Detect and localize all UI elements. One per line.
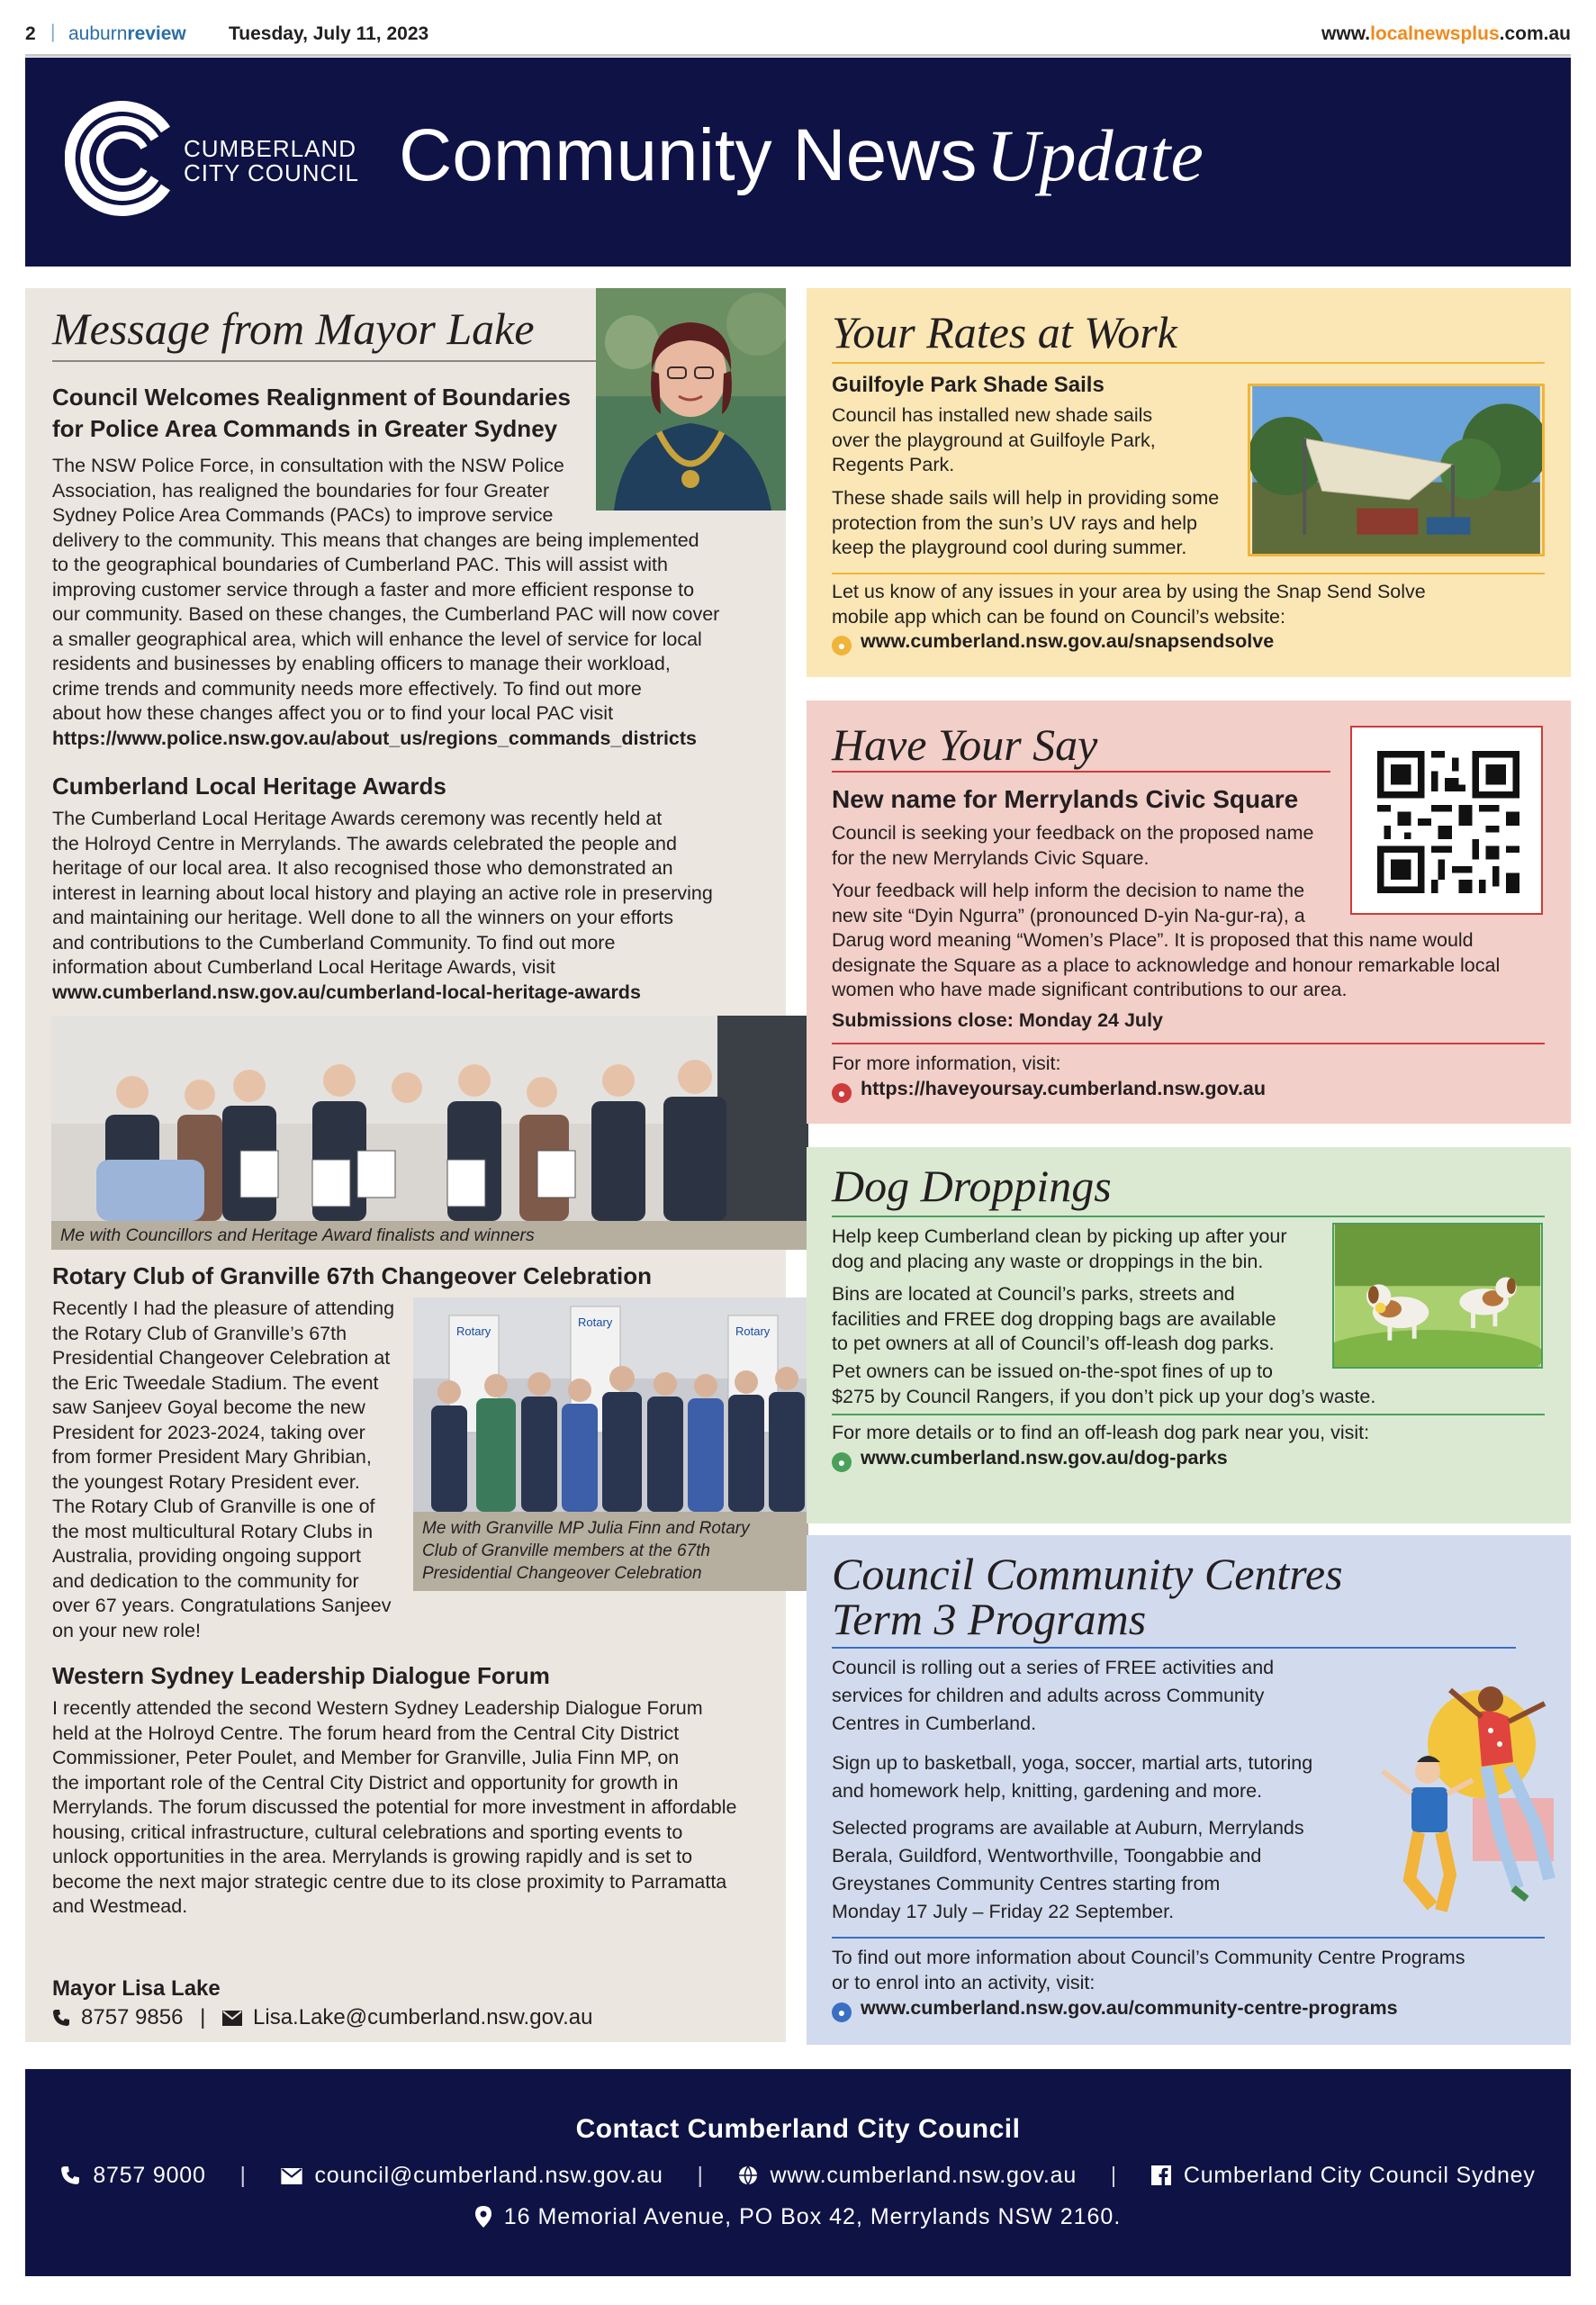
cc-title	[832, 1549, 1343, 1644]
say-heading: New name for Merrylands Civic Square	[832, 785, 1299, 813]
dog-title-rule	[832, 1216, 1545, 1217]
page-number: 2	[25, 23, 36, 44]
body-line: over the playground at Guilfoyle Park,	[832, 429, 1156, 451]
body-line: dog and placing any waste or droppings in the bin.	[832, 1250, 1264, 1272]
publication-name	[68, 23, 186, 45]
facebook-icon	[1151, 2163, 1171, 2189]
police-link[interactable]: https://www.police.nsw.gov.au/about_us/regions_commands_districts	[52, 727, 697, 749]
mayor-email[interactable]: Lisa.Lake@cumberland.nsw.gov.au	[253, 2005, 593, 2029]
cc-divider	[832, 1937, 1545, 1939]
rates-para2	[832, 486, 1264, 561]
qr-code-frame[interactable]	[1350, 726, 1543, 915]
body-line: Council has installed new shade sails	[832, 404, 1153, 426]
site-part3: .com.au	[1499, 23, 1571, 44]
footer-address: 16 Memorial Avenue, PO Box 42, Merrylands NSW 2160.	[503, 2204, 1122, 2229]
body-line: the most multicultural Rotary Clubs in	[52, 1520, 374, 1542]
globe-icon: ●	[832, 1452, 852, 1472]
say-title-rule	[832, 771, 1330, 773]
body-line: Sydney Police Area Commands (PACs) to improve service	[52, 504, 554, 526]
footer-phone[interactable]: 8757 9000	[93, 2163, 206, 2188]
header-rule	[25, 54, 1571, 57]
body-line: heritage of our local area. It also recognised those who demonstrated an	[52, 857, 673, 879]
jumping-people-illustration	[1365, 1663, 1564, 1933]
body-line: Australia, providing ongoing support	[52, 1545, 362, 1567]
submissions-close: Submissions close: Monday 24 July	[832, 1009, 1163, 1031]
have-your-say-link[interactable]	[832, 1077, 1266, 1103]
snap-send-solve-link[interactable]	[832, 629, 1274, 655]
body-line: Greystanes Community Centres starting from	[832, 1873, 1221, 1894]
body-line: and homework help, knitting, gardening and more.	[832, 1780, 1263, 1802]
title-rule	[52, 360, 596, 362]
body-line: Sign up to basketball, yoga, soccer, martial arts, tutoring	[832, 1752, 1313, 1774]
phone-icon	[60, 2163, 80, 2189]
say-divider	[832, 1043, 1545, 1044]
article-rotary-body	[52, 1297, 430, 1643]
body-line: The Rotary Club of Granville is one of	[52, 1496, 375, 1517]
mayor-section-title: Message from Mayor Lake	[52, 303, 535, 354]
rates-title: Your Rates at Work	[832, 307, 1177, 357]
body-line: Commissioner, Peter Poulet, and Member for Granville, Julia Finn MP, on	[52, 1747, 680, 1768]
body-line: mobile app which can be found on Council’s website:	[832, 605, 1285, 628]
body-line: crime trends and community needs more effectively. To find out more	[52, 677, 642, 700]
page-header-strip	[25, 20, 1571, 56]
body-line: become the next major strategic centre due to its close proximity to Parramatta	[52, 1870, 727, 1893]
body-line: the Holroyd Centre in Merrylands. The awards celebrated the people and	[52, 832, 677, 854]
body-line: and maintaining our heritage. Well done to all the winners on your efforts	[52, 907, 674, 928]
page-title-italic: Update	[986, 114, 1204, 196]
footer-divider: |	[1110, 2163, 1118, 2188]
body-line: Regents Park.	[832, 454, 955, 475]
body-line: new site “Dyin Ngurra” (pronounced D-yin Na-gur-ra), a	[832, 904, 1305, 927]
map-pin-icon	[475, 2204, 491, 2230]
dog-para1	[832, 1225, 1336, 1274]
cc-para2	[832, 1749, 1372, 1805]
shade-sails-photo	[1248, 384, 1545, 556]
body-line: Let us know of any issues in your area by using the Snap Send Solve	[832, 581, 1426, 602]
issue-date: Tuesday, July 11, 2023	[229, 23, 429, 44]
rotary-celebration-photo	[413, 1297, 808, 1512]
body-line: protection from the sun’s UV rays and help	[832, 511, 1197, 534]
body-line: I recently attended the second Western Sydney Leadership Dialogue Forum	[52, 1697, 703, 1719]
body-line: for the new Merrylands Civic Square.	[832, 846, 1150, 869]
body-line: interest in learning about local history and playing an active role in preserving	[52, 881, 713, 904]
have-your-say-link-text[interactable]: https://haveyoursay.cumberland.nsw.gov.au	[861, 1078, 1267, 1099]
mayor-name: Mayor Lisa Lake	[52, 1976, 221, 2001]
article-rotary-heading: Rotary Club of Granville 67th Changeover Celebration	[52, 1262, 653, 1289]
have-your-say-panel	[807, 701, 1571, 1124]
body-line: services for children and adults across Community	[832, 1685, 1265, 1706]
body-line: To find out more information about Council’s Community Centre Programs	[832, 1947, 1465, 1968]
body-line: facilities and FREE dog dropping bags are available	[832, 1307, 1276, 1330]
body-line: the Rotary Club of Granville’s 67th	[52, 1322, 347, 1344]
say-para1	[832, 821, 1336, 871]
body-line: Pet owners can be issued on-the-spot fines of up to	[832, 1360, 1274, 1382]
body-line: delivery to the community. This means that changes are being implemented	[52, 529, 699, 551]
logo-line-1: CUMBERLAND	[184, 135, 357, 162]
body-line: President for 2023-2024, taking over	[52, 1421, 365, 1443]
globe-icon: ●	[832, 636, 852, 655]
body-line: our community. Based on these changes, the Cumberland PAC will now cover	[52, 603, 720, 625]
rotary-banner-text: Rotary	[578, 1315, 613, 1329]
cc-title-rule	[832, 1647, 1516, 1649]
caption-line: Presidential Changeover Celebration	[422, 1564, 702, 1583]
globe-icon	[738, 2163, 758, 2189]
body-line: and contributions to the Cumberland Community. To find out more	[52, 931, 616, 954]
body-line: Help keep Cumberland clean by picking up after your	[832, 1225, 1287, 1247]
rotary-banner-text: Rotary	[456, 1324, 491, 1338]
body-line: Presidential Changeover Celebration at	[52, 1347, 391, 1369]
footer-address-row	[25, 2204, 1571, 2230]
article-heritage-body	[52, 807, 763, 1005]
envelope-icon	[222, 2011, 242, 2026]
dog-para2	[832, 1282, 1336, 1357]
body-line: The NSW Police Force, in consultation with the NSW Police	[52, 455, 564, 476]
body-line: to the geographical boundaries of Cumberland PAC. This will assist with	[52, 554, 668, 575]
heritage-awards-link[interactable]: www.cumberland.nsw.gov.au/cumberland-local-heritage-awards	[52, 981, 641, 1003]
contact-footer	[25, 2069, 1571, 2276]
rates-divider	[832, 573, 1545, 574]
body-line: on your new role!	[52, 1619, 201, 1641]
body-line: to pet owners at all of Council’s off-leash dog parks.	[832, 1333, 1275, 1354]
site-part2: localnewsplus	[1370, 23, 1500, 44]
body-line: Association, has realigned the boundaries for four Greater	[52, 479, 550, 502]
body-line: over 67 years. Congratulations Sanjeev	[52, 1595, 392, 1616]
body-line: The Cumberland Local Heritage Awards ceremony was recently held at	[52, 808, 663, 829]
globe-icon: ●	[832, 1083, 852, 1103]
heritage-photo-caption: Me with Councillors and Heritage Award finalists and winners	[51, 1221, 808, 1250]
body-line: residents and businesses by enabling officers to manage their workload,	[52, 653, 671, 674]
dog-parks-link-text[interactable]: www.cumberland.nsw.gov.au/dog-parks	[861, 1447, 1228, 1469]
publication-website[interactable]	[1321, 23, 1571, 45]
community-centre-programs-link[interactable]	[832, 1996, 1398, 2022]
rates-at-work-panel	[807, 288, 1571, 677]
contact-divider: |	[200, 2005, 206, 2029]
body-line: held at the Holroyd Centre. The forum heard from the Central City District	[52, 1722, 680, 1744]
snap-send-solve-link-text[interactable]: www.cumberland.nsw.gov.au/snapsendsolve	[861, 630, 1275, 652]
dog-droppings-panel	[807, 1147, 1571, 1523]
footer-contact-row	[25, 2163, 1571, 2189]
body-line: information about Cumberland Local Heritage Awards, visit	[52, 956, 555, 978]
body-line: and dedication to the community for	[52, 1569, 359, 1592]
globe-icon: ●	[832, 2002, 852, 2022]
rotary-photo-caption	[413, 1512, 808, 1591]
body-line: Your feedback will help inform the decision to name the	[832, 880, 1305, 901]
body-line: the youngest Rotary President ever.	[52, 1470, 360, 1493]
article-forum-heading: Western Sydney Leadership Dialogue Forum	[52, 1662, 550, 1689]
body-line: the Eric Tweedale Stadium. The event	[52, 1371, 379, 1394]
dogs-running-photo	[1332, 1223, 1543, 1369]
rotary-banner-text: Rotary	[735, 1324, 771, 1338]
body-line: Berala, Guildford, Wentworthville, Toongabbie and	[832, 1845, 1262, 1867]
envelope-icon	[281, 2163, 302, 2189]
council-logo-icon	[65, 95, 191, 221]
page-title-plain: Community News	[399, 114, 978, 196]
cc-more-info	[832, 1946, 1552, 1995]
dog-more-info: For more details or to find an off-leash dog park near you, visit:	[832, 1422, 1370, 1443]
header-separator: |	[50, 22, 56, 42]
article-police-body	[52, 454, 754, 751]
say-more-info: For more information, visit:	[832, 1053, 1061, 1074]
dog-divider	[832, 1414, 1545, 1415]
body-line: $275 by Council Rangers, if you don’t pick up your dog’s waste.	[832, 1385, 1376, 1407]
mayor-phone[interactable]: 8757 9856	[81, 2005, 184, 2029]
body-line: Bins are located at Council’s parks, streets and	[832, 1283, 1235, 1305]
body-line: Recently I had the pleasure of attending	[52, 1297, 395, 1319]
footer-website[interactable]: www.cumberland.nsw.gov.au	[770, 2163, 1078, 2188]
footer-divider: |	[697, 2163, 704, 2188]
logo-line-2: CITY COUNCIL	[184, 159, 359, 186]
body-line: Council is rolling out a series of FREE activities and	[832, 1657, 1275, 1678]
body-line: Council is seeking your feedback on the proposed name	[832, 822, 1314, 844]
body-line: Selected programs are available at Auburn, Merrylands	[832, 1817, 1304, 1839]
body-line: Centres in Cumberland.	[832, 1713, 1037, 1734]
rates-para3	[832, 580, 1543, 629]
header-banner	[25, 58, 1571, 267]
caption-line: Me with Granville MP Julia Finn and Rotary	[422, 1519, 750, 1538]
body-line: the important role of the Central City District and opportunity for growth in	[52, 1771, 679, 1794]
heading-line: for Police Area Commands in Greater Sydney	[52, 415, 558, 442]
body-line: saw Sanjeev Goyal become the new	[52, 1397, 365, 1418]
say-title: Have Your Say	[832, 719, 1098, 770]
rates-title-rule	[832, 362, 1545, 364]
cc-title-line: Council Community Centres	[832, 1549, 1343, 1599]
body-line: designate the Square as a place to acknowledge and honour remarkable local	[832, 954, 1501, 976]
mayor-contact-line	[52, 2004, 593, 2031]
mayor-message-panel	[25, 288, 786, 2042]
article-heritage-heading: Cumberland Local Heritage Awards	[52, 773, 446, 800]
caption-line: Club of Granville members at the 67th	[422, 1541, 710, 1560]
footer-title: Contact Cumberland City Council	[575, 2114, 1021, 2144]
rates-heading: Guilfoyle Park Shade Sails	[832, 373, 1105, 397]
body-line: housing, critical infrastructure, cultural celebrations and sporting events to	[52, 1821, 683, 1843]
body-line: Darug word meaning “Women’s Place”. It is proposed that this name would	[832, 929, 1474, 951]
body-line: improving customer service through a faster and more efficient response to	[52, 578, 695, 601]
body-line: about how these changes affect you or to find your local PAC visit	[52, 702, 614, 724]
body-line: women who have made significant contributions to our area.	[832, 979, 1348, 1000]
publication-name-part1: auburn	[68, 23, 128, 44]
body-line: Monday 17 July – Friday 22 September.	[832, 1901, 1175, 1922]
heading-line: Council Welcomes Realignment of Boundaries	[52, 384, 571, 411]
qr-code-icon	[1377, 751, 1519, 893]
cc-para3	[832, 1814, 1336, 1926]
footer-divider: |	[239, 2163, 247, 2188]
cc-title-line: Term 3 Programs	[832, 1594, 1147, 1644]
community-centres-panel	[807, 1535, 1571, 2045]
mayor-signoff	[52, 1975, 593, 2031]
rates-para1	[832, 403, 1246, 478]
community-centre-programs-link-text[interactable]: www.cumberland.nsw.gov.au/community-centre-programs	[861, 1997, 1398, 2019]
body-line: a smaller geographical area, which will enhance the level of service for local	[52, 628, 702, 650]
site-part1: www.	[1321, 23, 1371, 44]
footer-facebook[interactable]: Cumberland City Council Sydney	[1183, 2163, 1536, 2188]
body-line: and Westmead.	[52, 1895, 188, 1917]
cc-para1	[832, 1654, 1336, 1738]
phone-icon	[52, 2009, 70, 2027]
publication-name-part2: review	[127, 23, 186, 44]
dog-parks-link[interactable]	[832, 1446, 1228, 1472]
heritage-awards-photo	[51, 1016, 808, 1221]
body-line: or to enrol into an activity, visit:	[832, 1971, 1096, 1993]
dog-title: Dog Droppings	[832, 1161, 1112, 1211]
body-line: from former President Mary Ghribian,	[52, 1446, 372, 1468]
body-line: Merrylands. The forum discussed the potential for more investment in affordable	[52, 1796, 737, 1818]
article-forum-body	[52, 1696, 772, 1920]
article-police-heading	[52, 382, 571, 445]
body-line: keep the playground cool during summer.	[832, 537, 1187, 558]
body-line: unlock opportunities in the area. Merrylands is growing rapidly and is set to	[52, 1846, 693, 1867]
council-logo-text	[184, 137, 359, 185]
footer-email[interactable]: council@cumberland.nsw.gov.au	[314, 2163, 663, 2188]
body-line: These shade sails will help in providing some	[832, 487, 1220, 509]
page-title	[399, 113, 1204, 198]
